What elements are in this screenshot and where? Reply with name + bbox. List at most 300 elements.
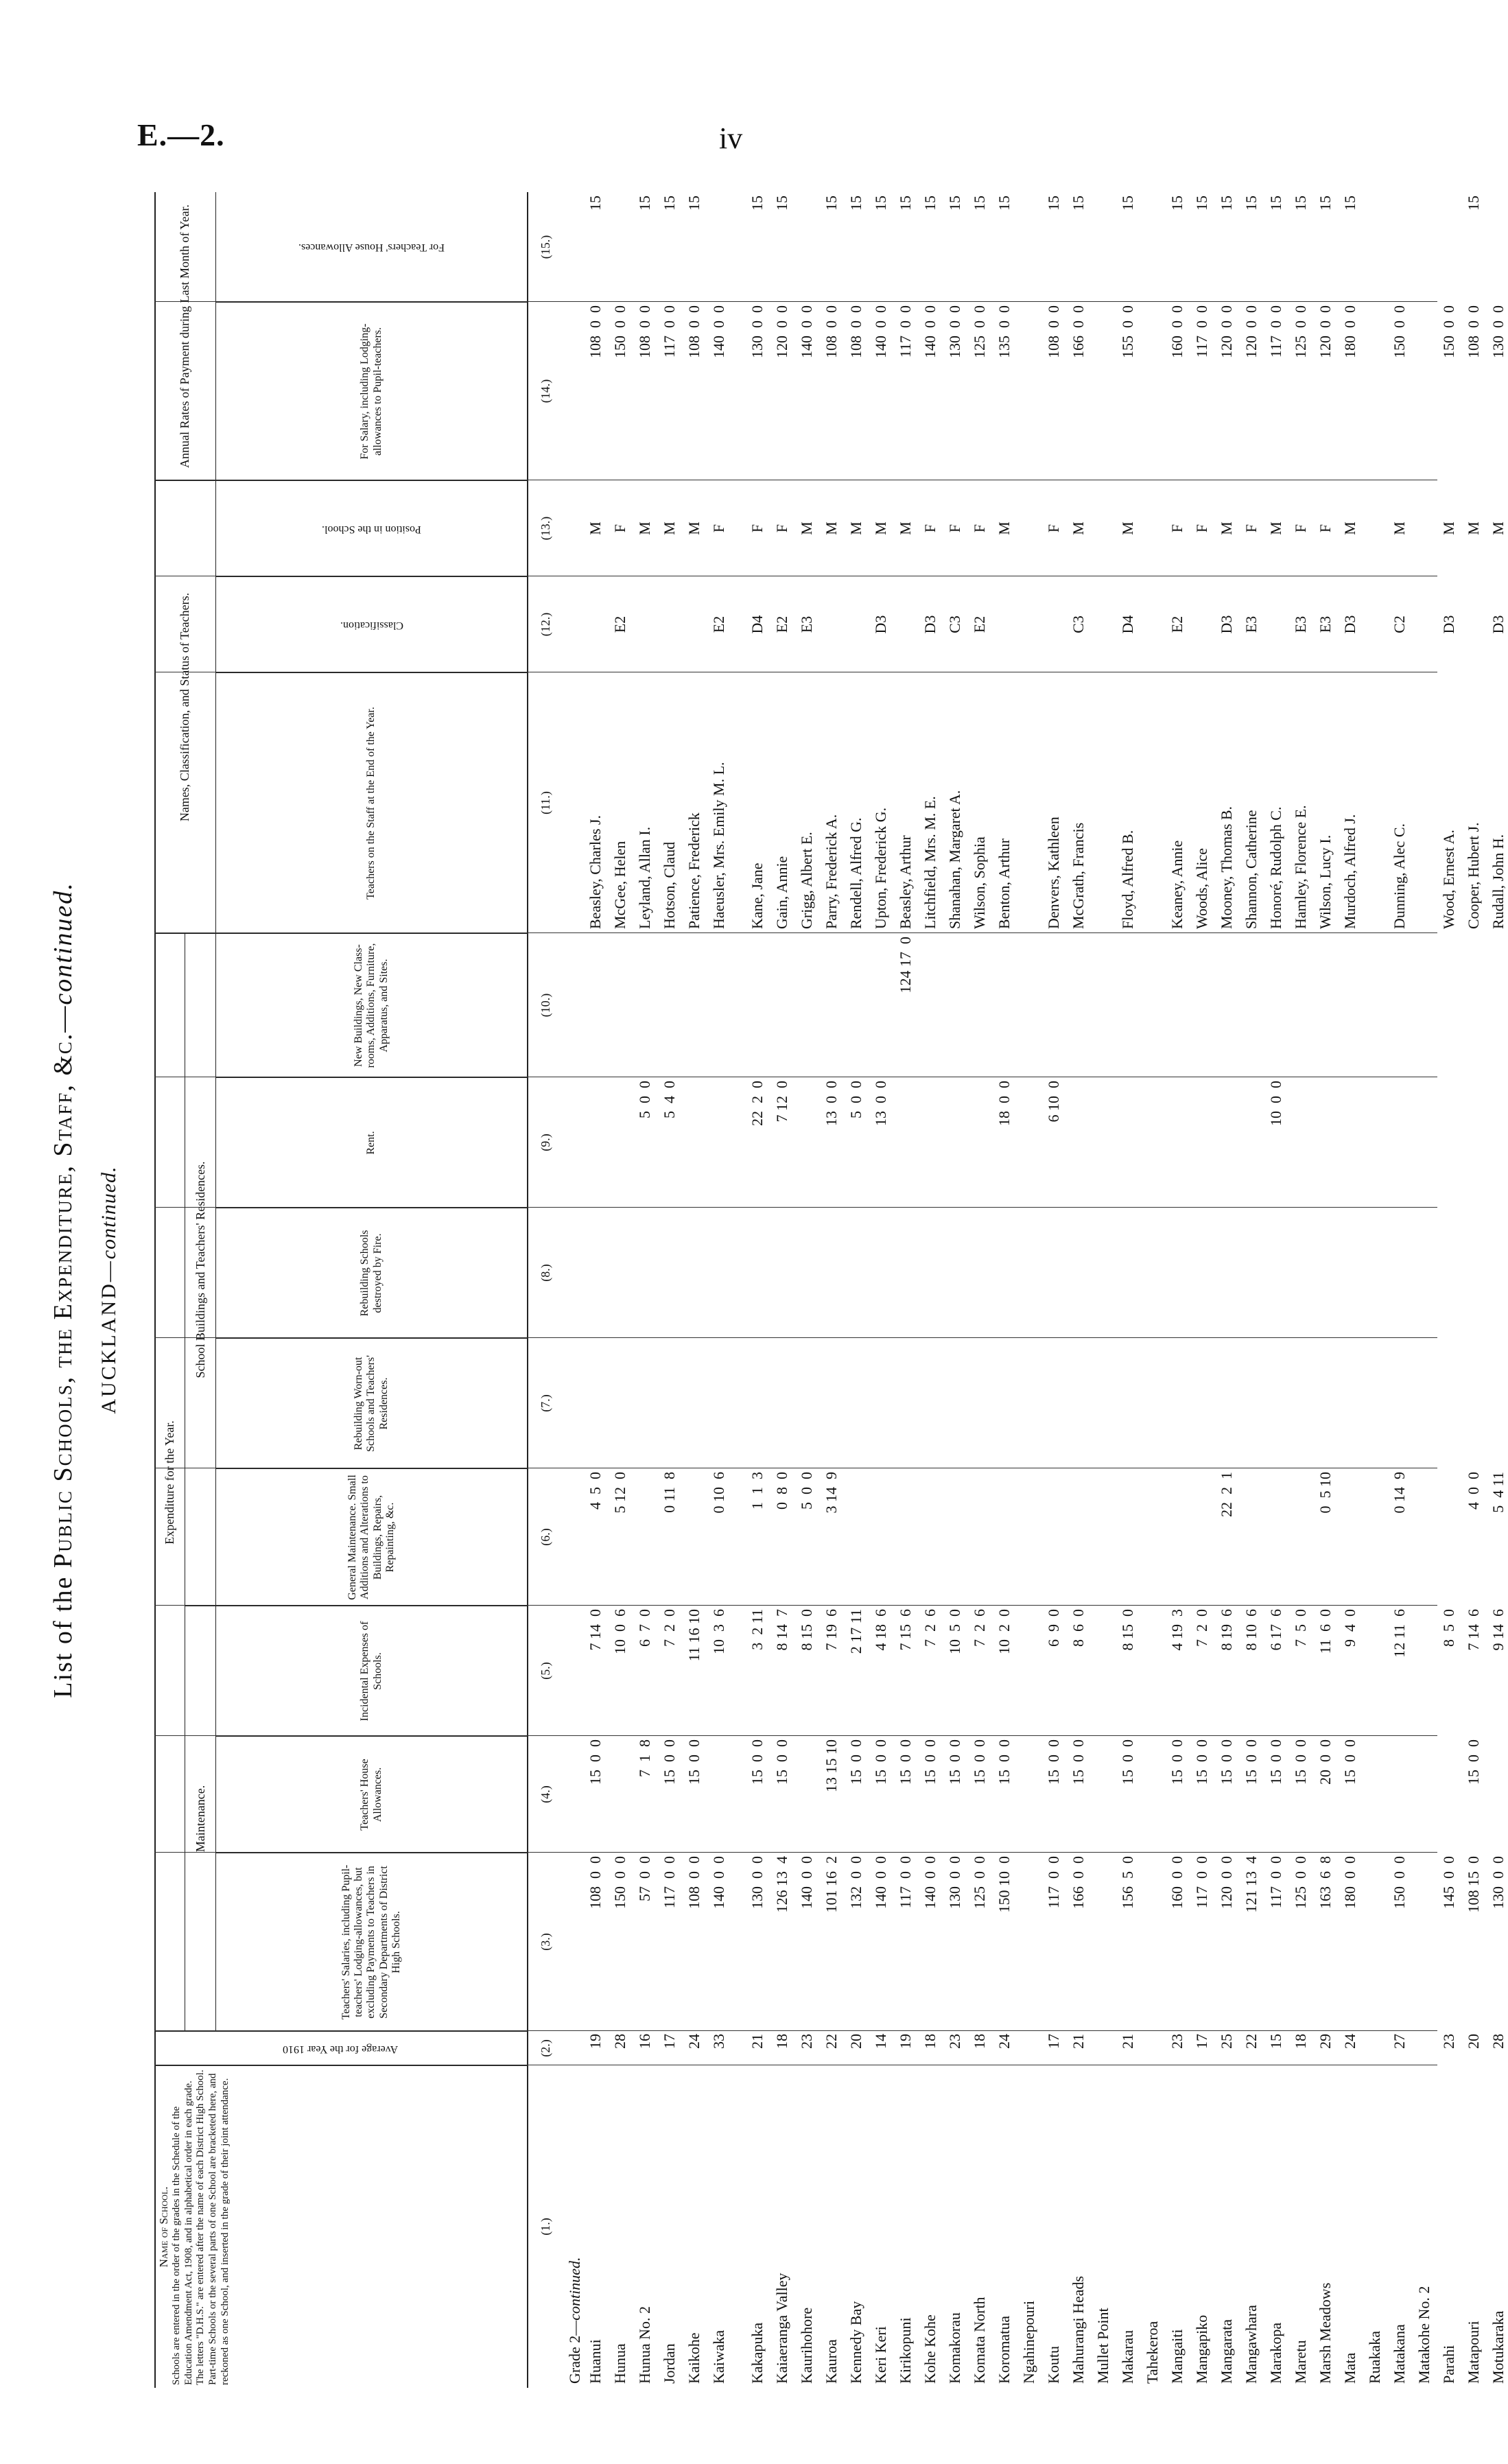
classification: D3 [921, 615, 939, 634]
house-allowance: 15 0 0 [1218, 1739, 1235, 1785]
salaries-amount: 140 0 0 [872, 1856, 889, 1909]
position: M [872, 521, 889, 535]
school-name: Mangarata [1218, 2319, 1235, 2384]
house-allowance: 7 1 8 [636, 1739, 653, 1777]
school-name: Mangaiti [1168, 2329, 1186, 2384]
average-attendance: 23 [1440, 2034, 1457, 2049]
salaries-amount: 121 13 4 [1242, 1856, 1260, 1913]
table-row [685, 192, 704, 2388]
house-allowance-rate: 15 [685, 196, 703, 211]
house-allowance: 15 0 0 [1267, 1739, 1284, 1785]
table-row [1489, 192, 1508, 2388]
rent-amount: 10 0 0 [1267, 1081, 1284, 1126]
classification: E3 [1317, 615, 1334, 633]
teacher-name: Dunning, Alec C. [1391, 823, 1408, 929]
house-allowance-rate: 15 [1341, 196, 1358, 211]
salary-rate: 108 0 0 [636, 305, 653, 358]
teacher-name: Floyd, Alfred B. [1119, 830, 1136, 929]
average-attendance: 24 [1341, 2034, 1358, 2049]
average-attendance: 17 [1045, 2034, 1062, 2049]
position: F [946, 524, 963, 533]
house-allowance: 15 0 0 [1242, 1739, 1260, 1785]
incidental-expenses: 10 3 6 [710, 1609, 727, 1654]
school-name: Hunua [611, 2343, 628, 2384]
classification: E2 [710, 615, 727, 633]
rent-amount: 13 0 0 [872, 1081, 889, 1126]
incidental-expenses: 12 11 6 [1391, 1609, 1408, 1658]
school-name: Keri Keri [872, 2326, 889, 2384]
teacher-name: Gain, Annie [773, 856, 790, 929]
position: M [823, 521, 840, 535]
salary-rate: 117 0 0 [1193, 305, 1210, 358]
average-attendance: 22 [1242, 2034, 1260, 2049]
header-salaries: Teachers' Salaries, including Pupil-teachers' Lodging-allowances, but excluding Payments to Teachers in Secondary Departments of District High Schools. [216, 1853, 528, 2031]
teacher-name: Honoré, Rudolph C. [1267, 806, 1284, 929]
average-attendance: 14 [872, 2034, 889, 2049]
salaries-amount: 130 0 0 [749, 1856, 766, 1909]
average-attendance: 16 [636, 2034, 653, 2049]
classification: C2 [1391, 615, 1408, 633]
teacher-name: Parry, Frederick A. [823, 814, 840, 929]
table-row [1168, 192, 1187, 2388]
header-general: General Maintenance. Small Additions and Alterations to Buildings, Repairs, Repainting, &c. [216, 1468, 528, 1606]
table-row [587, 192, 605, 2388]
table-row [971, 192, 989, 2388]
school-name: Tahekeroa [1144, 2321, 1161, 2384]
salaries-amount: 125 0 0 [1292, 1856, 1309, 1909]
house-allowance: 15 0 0 [1341, 1739, 1358, 1785]
teacher-name: Murdoch, Alfred J. [1341, 814, 1358, 929]
school-name: Mullet Point [1094, 2308, 1111, 2384]
salaries-amount: 117 0 0 [1045, 1856, 1062, 1909]
table-row [1415, 192, 1434, 2388]
table-row [1267, 192, 1286, 2388]
house-allowance: 15 0 0 [872, 1739, 889, 1785]
table-row [636, 192, 655, 2388]
incidental-expenses: 8 10 6 [1242, 1609, 1260, 1651]
house-allowance: 15 0 0 [946, 1739, 963, 1785]
subtitle-main: AUCKLAND— [97, 1259, 120, 1414]
position: M [1489, 521, 1507, 535]
incidental-expenses: 4 18 6 [872, 1609, 889, 1651]
classification: C3 [1070, 615, 1087, 633]
rent-amount: 7 12 0 [773, 1081, 790, 1123]
house-allowance-rate: 15 [1292, 196, 1309, 211]
classification: D3 [872, 615, 889, 634]
teacher-name: McGrath, Francis [1070, 822, 1087, 929]
header-classification: Classification. [216, 576, 528, 672]
position: F [710, 524, 727, 533]
house-allowance: 15 0 0 [897, 1739, 914, 1785]
header-maintenance: Maintenance. [185, 1606, 216, 2031]
table-row [749, 192, 767, 2388]
salaries-amount: 117 0 0 [897, 1856, 914, 1909]
incidental-expenses: 6 7 0 [636, 1609, 653, 1647]
house-allowance-rate: 15 [946, 196, 963, 211]
average-attendance: 17 [661, 2034, 678, 2049]
table-row [897, 192, 915, 2388]
section-label: Grade 2—continued. [566, 2257, 583, 2384]
salaries-amount: 150 0 0 [611, 1856, 628, 1909]
table-row [798, 192, 816, 2388]
general-maintenance: 5 12 0 [611, 1472, 628, 1514]
position: M [1267, 521, 1284, 535]
header-teachers: Teachers on the Staff at the End of the Year. [216, 672, 528, 933]
table-row [1218, 192, 1236, 2388]
table-row [1317, 192, 1335, 2388]
table-row [1144, 192, 1162, 2388]
average-attendance: 29 [1317, 2034, 1334, 2049]
table-row [1391, 192, 1409, 2388]
salaries-amount: 108 15 0 [1465, 1856, 1482, 1913]
general-maintenance: 0 5 10 [1317, 1472, 1334, 1514]
table-row [872, 192, 891, 2388]
teacher-name: Hamley, Florence E. [1292, 805, 1309, 929]
school-name: Komata North [971, 2297, 988, 2384]
table-row [1070, 192, 1088, 2388]
salary-rate: 120 0 0 [1317, 305, 1334, 358]
school-name: Parahi [1440, 2345, 1457, 2384]
salary-rate: 155 0 0 [1119, 305, 1136, 358]
title-suffix: continued. [49, 882, 78, 1005]
salary-rate: 108 0 0 [1045, 305, 1062, 358]
school-name: Ngahinepouri [1020, 2301, 1037, 2384]
salary-rate: 120 0 0 [1218, 305, 1235, 358]
house-allowance: 15 0 0 [1168, 1739, 1186, 1785]
header-position: Position in the School. [216, 480, 528, 576]
table-row [1292, 192, 1310, 2388]
table-row [1020, 192, 1039, 2388]
incidental-expenses: 9 4 0 [1341, 1609, 1358, 1647]
page-subtitle [97, 192, 121, 2388]
header-rebuild-fire: Rebuilding Schools destroyed by Fire. [216, 1208, 528, 1338]
teacher-name: Beasley, Arthur [897, 835, 914, 929]
position: M [847, 521, 864, 535]
house-allowance: 15 0 0 [749, 1739, 766, 1785]
table-row [773, 192, 792, 2388]
incidental-expenses: 8 5 0 [1440, 1609, 1457, 1647]
salaries-amount: 120 0 0 [1218, 1856, 1235, 1909]
position: F [1317, 524, 1334, 533]
salaries-amount: 145 0 0 [1440, 1856, 1457, 1909]
incidental-expenses: 7 14 0 [587, 1609, 604, 1651]
position: M [1218, 521, 1235, 535]
position: M [1341, 521, 1358, 535]
header-rent: Rent. [216, 1077, 528, 1208]
new-buildings-amount: 124 17 0 [897, 937, 914, 994]
position: M [1391, 521, 1408, 535]
position: M [1465, 521, 1482, 535]
header-name-of-school [154, 2065, 528, 2388]
average-attendance: 18 [921, 2034, 939, 2049]
house-allowance-rate: 15 [995, 196, 1013, 211]
salary-rate: 125 0 0 [1292, 305, 1309, 358]
page-number: iv [719, 121, 743, 155]
incidental-expenses: 4 19 3 [1168, 1609, 1186, 1651]
teacher-name: Rendell, Alfred G. [847, 817, 864, 929]
colno-3: (3.) [539, 1933, 552, 1951]
teacher-name: Wilson, Lucy I. [1317, 834, 1334, 929]
teacher-name: Leyland, Allan I. [636, 826, 653, 929]
salary-rate: 180 0 0 [1341, 305, 1358, 358]
colno-8: (8.) [539, 1264, 552, 1282]
title-prefix: List of the [49, 1575, 78, 1698]
house-allowance: 13 15 10 [823, 1739, 840, 1792]
salary-rate: 117 0 0 [897, 305, 914, 358]
average-attendance: 27 [1391, 2034, 1408, 2049]
incidental-expenses: 7 2 0 [661, 1609, 678, 1647]
salary-rate: 140 0 0 [798, 305, 815, 358]
position: M [798, 521, 815, 535]
teacher-name: Woods, Alice [1193, 848, 1210, 929]
salary-rate: 150 0 0 [1391, 305, 1408, 358]
teacher-name: Kane, Jane [749, 863, 766, 929]
salary-rate: 117 0 0 [661, 305, 678, 358]
salaries-amount: 130 0 0 [946, 1856, 963, 1909]
general-maintenance: 0 11 8 [661, 1472, 678, 1513]
table-row [847, 192, 866, 2388]
house-allowance: 15 0 0 [995, 1739, 1013, 1785]
average-attendance: 21 [749, 2034, 766, 2049]
table-row [946, 192, 965, 2388]
incidental-expenses: 10 0 6 [611, 1609, 628, 1654]
salaries-amount: 126 13 4 [773, 1856, 790, 1913]
salary-rate: 108 0 0 [847, 305, 864, 358]
rent-amount: 5 0 0 [636, 1081, 653, 1118]
title-main: Public Schools, the Expenditure, Staff, &c.— [49, 1005, 78, 1569]
classification: E2 [773, 615, 790, 633]
teacher-name: Denvers, Kathleen [1045, 817, 1062, 929]
classification: E2 [611, 615, 628, 633]
table-row [995, 192, 1014, 2388]
incidental-expenses: 8 15 0 [1119, 1609, 1136, 1651]
salaries-amount: 125 0 0 [971, 1856, 988, 1909]
incidental-expenses: 8 15 0 [798, 1609, 815, 1651]
salaries-amount: 117 0 0 [1267, 1856, 1284, 1909]
table-row [611, 192, 630, 2388]
school-name: Mangapiko [1193, 2314, 1210, 2384]
salaries-amount: 57 0 0 [636, 1856, 653, 1901]
classification: E3 [798, 615, 815, 633]
rent-amount: 5 0 0 [847, 1081, 864, 1118]
salaries-amount: 150 10 0 [995, 1856, 1013, 1913]
position: M [897, 521, 914, 535]
school-name: Ruakaka [1366, 2331, 1383, 2384]
salary-rate: 130 0 0 [1489, 305, 1507, 358]
salary-rate: 108 0 0 [1465, 305, 1482, 358]
schools-table [154, 192, 1507, 2388]
teacher-name: Mooney, Thomas B. [1218, 806, 1235, 929]
salaries-amount: 117 0 0 [661, 1856, 678, 1909]
teacher-name: Beasley, Charles J. [587, 815, 604, 929]
general-maintenance: 1 1 3 [749, 1472, 766, 1510]
incidental-expenses: 2 17 11 [847, 1609, 864, 1654]
colno-12: (12.) [539, 612, 552, 637]
average-attendance: 18 [773, 2034, 790, 2049]
classification: E3 [1242, 615, 1260, 633]
general-maintenance: 5 0 0 [798, 1472, 815, 1510]
position: M [1440, 521, 1457, 535]
house-allowance: 15 0 0 [1045, 1739, 1062, 1785]
rent-amount: 22 2 0 [749, 1081, 766, 1126]
salaries-amount: 140 0 0 [798, 1856, 815, 1909]
house-allowance: 15 0 0 [1119, 1739, 1136, 1785]
average-attendance: 18 [971, 2034, 988, 2049]
teacher-name: Upton, Frederick G. [872, 807, 889, 929]
house-allowance-rate: 15 [897, 196, 914, 211]
colno-6: (6.) [539, 1528, 552, 1546]
incidental-expenses: 7 2 6 [971, 1609, 988, 1647]
salary-rate: 108 0 0 [823, 305, 840, 358]
school-name: Kauroa [823, 2339, 840, 2384]
salary-rate: 117 0 0 [1267, 305, 1284, 358]
position: F [773, 524, 790, 533]
position: M [685, 521, 703, 535]
rent-amount: 6 10 0 [1045, 1081, 1062, 1123]
teacher-name: Wood, Ernest A. [1440, 830, 1457, 929]
rent-amount: 5 4 0 [661, 1081, 678, 1118]
incidental-expenses: 11 16 10 [685, 1609, 703, 1662]
teacher-name: Haeusler, Mrs. Emily M. L. [710, 762, 727, 929]
header-name-title: Name of School. [157, 2186, 170, 2268]
house-allowance-rate: 15 [1168, 196, 1186, 211]
table-row [1193, 192, 1212, 2388]
header-salary-rate: For Salary, including Lodging-allowances to Pupil-teachers. [216, 302, 528, 480]
position: M [995, 521, 1013, 535]
position: M [1119, 521, 1136, 535]
salary-rate: 120 0 0 [773, 305, 790, 358]
school-name: Kirikopuni [897, 2317, 914, 2384]
salary-rate: 160 0 0 [1168, 305, 1186, 358]
school-name: Maretu [1292, 2340, 1309, 2384]
average-attendance: 17 [1193, 2034, 1210, 2049]
incidental-expenses: 9 14 6 [1489, 1609, 1507, 1651]
header-average: Average for the Year 1910 [154, 2031, 528, 2065]
position: F [1242, 524, 1260, 533]
teacher-name: Shannon, Catherine [1242, 810, 1260, 929]
house-allowance: 15 0 0 [1070, 1739, 1087, 1785]
table-row [1341, 192, 1360, 2388]
teacher-name: Grigg, Albert E. [798, 832, 815, 929]
header-expenditure: Expenditure for the Year. [154, 933, 185, 2031]
incidental-expenses: 7 15 6 [897, 1609, 914, 1651]
position: F [1168, 524, 1186, 533]
colno-11: (11.) [539, 791, 552, 814]
table-row [1440, 192, 1459, 2388]
house-allowance: 15 0 0 [685, 1739, 703, 1785]
salary-rate: 150 0 0 [611, 305, 628, 358]
header-new-buildings: New Buildings, New Class-rooms, Additions, Furniture, Apparatus, and Sites. [216, 933, 528, 1077]
salaries-amount: 140 0 0 [710, 1856, 727, 1909]
average-attendance: 21 [1070, 2034, 1087, 2049]
house-allowance-rate: 15 [823, 196, 840, 211]
average-attendance: 21 [1119, 2034, 1136, 2049]
average-attendance: 19 [587, 2034, 604, 2049]
average-attendance: 28 [1489, 2034, 1507, 2049]
table-row [823, 192, 841, 2388]
salary-rate: 150 0 0 [1440, 305, 1457, 358]
incidental-expenses: 7 14 6 [1465, 1609, 1482, 1651]
average-attendance: 28 [611, 2034, 628, 2049]
salary-rate: 120 0 0 [1242, 305, 1260, 358]
colno-13: (13.) [539, 516, 552, 541]
subtitle-suffix: continued. [97, 1166, 120, 1260]
house-allowance-rate: 15 [749, 196, 766, 211]
position: M [661, 521, 678, 535]
average-attendance: 22 [823, 2034, 840, 2049]
teacher-name: Litchfield, Mrs. M. E. [921, 796, 939, 929]
colno-7: (7.) [539, 1394, 552, 1412]
salary-rate: 125 0 0 [971, 305, 988, 358]
position: M [1070, 521, 1087, 535]
table-row [1094, 192, 1113, 2388]
general-maintenance: 5 4 11 [1489, 1472, 1507, 1513]
header-names-group: Names, Classification, and Status of Teachers. [154, 480, 216, 933]
school-name: Koromatua [995, 2316, 1013, 2384]
school-name: Motukaraka [1489, 2310, 1507, 2384]
school-name: Komakorau [946, 2312, 963, 2384]
average-attendance: 20 [847, 2034, 864, 2049]
header-annual-group: Annual Rates of Payment during Last Month of Year. [154, 192, 216, 480]
teacher-name: McGee, Helen [611, 841, 628, 929]
average-attendance: 23 [946, 2034, 963, 2049]
average-attendance: 19 [897, 2034, 914, 2049]
salary-rate: 108 0 0 [685, 305, 703, 358]
salaries-amount: 132 0 0 [847, 1856, 864, 1909]
average-attendance: 25 [1218, 2034, 1235, 2049]
house-allowance-rate: 15 [661, 196, 678, 211]
salaries-amount: 140 0 0 [921, 1856, 939, 1909]
house-allowance-rate: 15 [636, 196, 653, 211]
header-incidental: Incidental Expenses of Schools. [216, 1606, 528, 1736]
salaries-amount: 130 0 0 [1489, 1856, 1507, 1909]
average-attendance: 20 [1465, 2034, 1482, 2049]
classification: D3 [1440, 615, 1457, 634]
header-buildings: School Buildings and Teachers' Residences. [185, 933, 216, 1606]
incidental-expenses: 7 5 0 [1292, 1609, 1309, 1647]
incidental-expenses: 7 2 0 [1193, 1609, 1210, 1647]
teacher-name: Patience, Frederick [685, 812, 703, 929]
house-allowance-rate: 15 [1317, 196, 1334, 211]
table-row [1366, 192, 1385, 2388]
colno-10: (10.) [539, 993, 552, 1018]
general-maintenance: 3 14 9 [823, 1472, 840, 1514]
incidental-expenses: 8 19 6 [1218, 1609, 1235, 1651]
colno-14: (14.) [539, 379, 552, 403]
incidental-expenses: 7 19 6 [823, 1609, 840, 1651]
page-title [48, 192, 78, 2388]
teacher-name: Cooper, Hubert J. [1465, 822, 1482, 929]
position: F [1193, 524, 1210, 533]
teacher-name: Rudall, John H. [1489, 834, 1507, 929]
house-allowance: 15 0 0 [587, 1739, 604, 1785]
salary-rate: 140 0 0 [710, 305, 727, 358]
rotated-table-block [48, 192, 1507, 2388]
average-attendance: 23 [1168, 2034, 1186, 2049]
rent-amount: 18 0 0 [995, 1081, 1013, 1126]
rent-amount: 13 0 0 [823, 1081, 840, 1126]
incidental-expenses: 8 6 0 [1070, 1609, 1087, 1647]
colno-2: (2.) [539, 2039, 552, 2057]
house-allowance-rate: 15 [1119, 196, 1136, 211]
classification: D3 [1489, 615, 1507, 634]
salaries-amount: 108 0 0 [587, 1856, 604, 1909]
classification: E3 [1292, 615, 1309, 633]
school-name: Jordan [661, 2343, 678, 2384]
house-allowance-rate: 15 [1045, 196, 1062, 211]
house-allowance: 15 0 0 [1193, 1739, 1210, 1785]
school-name: Kaiaeranga Valley [773, 2273, 790, 2384]
